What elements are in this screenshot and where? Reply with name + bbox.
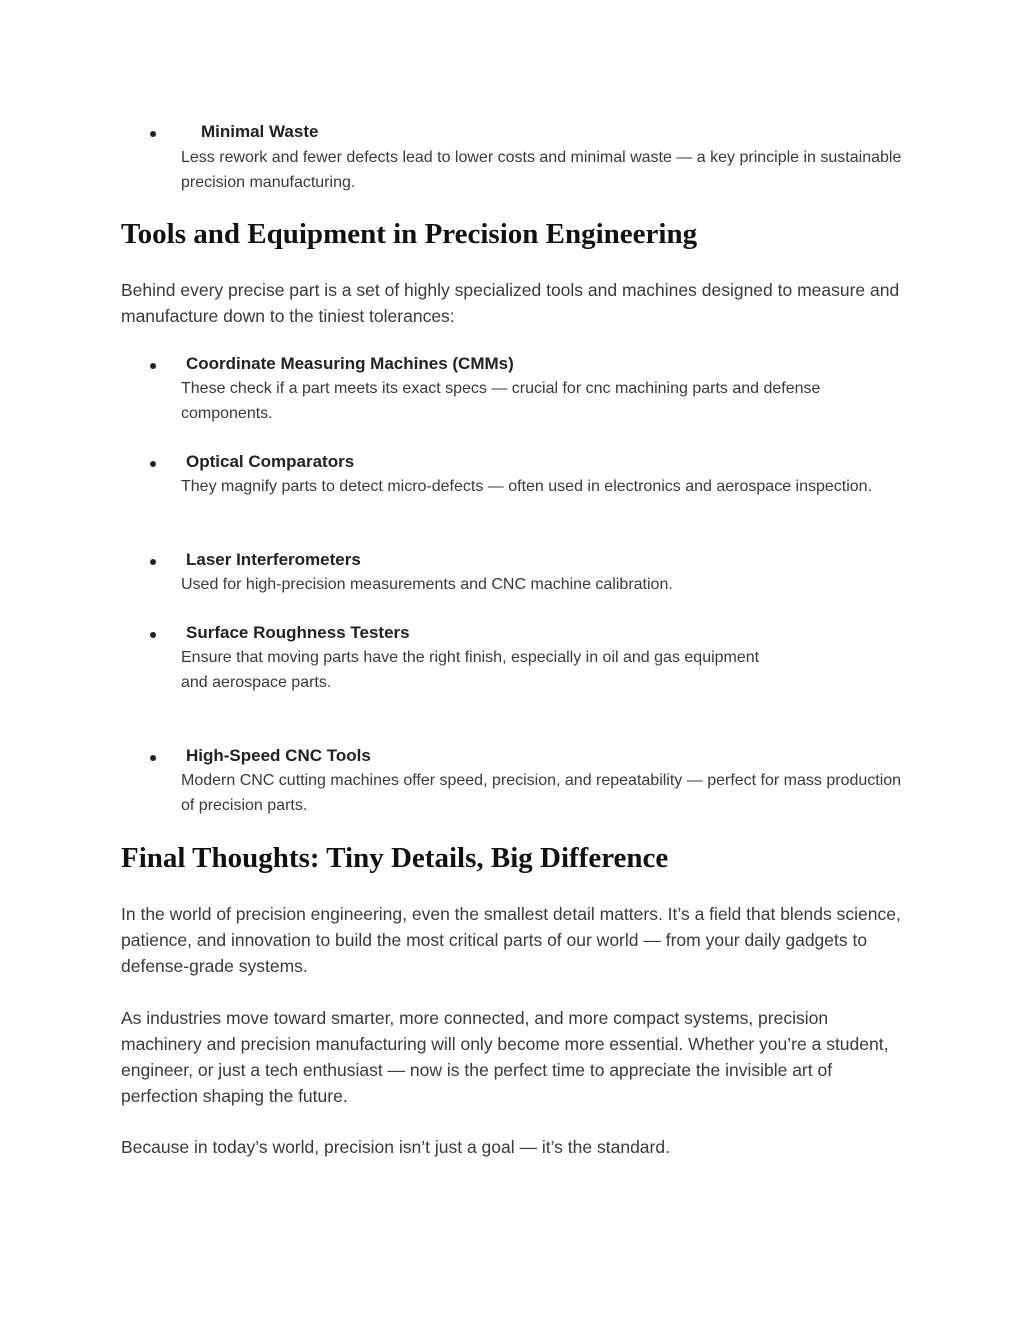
item-body: Ensure that moving parts have the right finish, especially in oil and gas equipment and aerospace parts. bbox=[181, 649, 760, 691]
item-title: Surface Roughness Testers bbox=[186, 623, 410, 642]
item-body: They magnify parts to detect micro-defects — often used in electronics and aerospace inspection. bbox=[181, 478, 873, 495]
bullet bbox=[150, 461, 156, 467]
section-heading-tools: Tools and Equipment in Precision Engineering bbox=[121, 218, 698, 250]
bullet bbox=[150, 363, 156, 369]
bullet bbox=[150, 131, 156, 137]
final-paragraph-1: In the world of precision engineering, even the smallest detail matters. It’s a field that blends science, patience, and innovation to build the most critical parts of our world — from your daily gadgets to defense-grade systems. bbox=[121, 904, 901, 976]
item-title: Laser Interferometers bbox=[186, 550, 361, 569]
section-heading-final-thoughts: Final Thoughts: Tiny Details, Big Difference bbox=[121, 842, 669, 874]
item-title: Minimal Waste bbox=[201, 122, 319, 141]
bullet bbox=[150, 755, 156, 761]
item-body: Less rework and fewer defects lead to lower costs and minimal waste — a key principle in sustainable precision manufacturing. bbox=[181, 149, 902, 191]
item-title: Optical Comparators bbox=[186, 452, 355, 471]
final-paragraph-3: Because in today’s world, precision isn’t just a goal — it’s the standard. bbox=[121, 1137, 670, 1157]
bullet bbox=[150, 559, 156, 565]
tools-intro-paragraph: Behind every precise part is a set of highly specialized tools and machines designed to measure and manufacture down to the tiniest tolerances: bbox=[121, 280, 900, 326]
item-body: Used for high-precision measurements and CNC machine calibration. bbox=[181, 576, 673, 593]
bullet bbox=[150, 632, 156, 638]
final-paragraph-2: As industries move toward smarter, more connected, and more compact systems, precision machinery and precision manufacturing will only become more essential. Whether you’re a student, engineer, or just a tech enthusiast — now is the perfect time to appreciate the invisible art of perfection shaping the future. bbox=[121, 1008, 889, 1106]
item-title: Coordinate Measuring Machines (CMMs) bbox=[186, 354, 514, 373]
item-body: These check if a part meets its exact specs — crucial for cnc machining parts and defense components. bbox=[181, 380, 821, 422]
item-body: Modern CNC cutting machines offer speed, precision, and repeatability — perfect for mass production of precision parts. bbox=[181, 772, 902, 814]
item-title: High-Speed CNC Tools bbox=[186, 746, 371, 765]
